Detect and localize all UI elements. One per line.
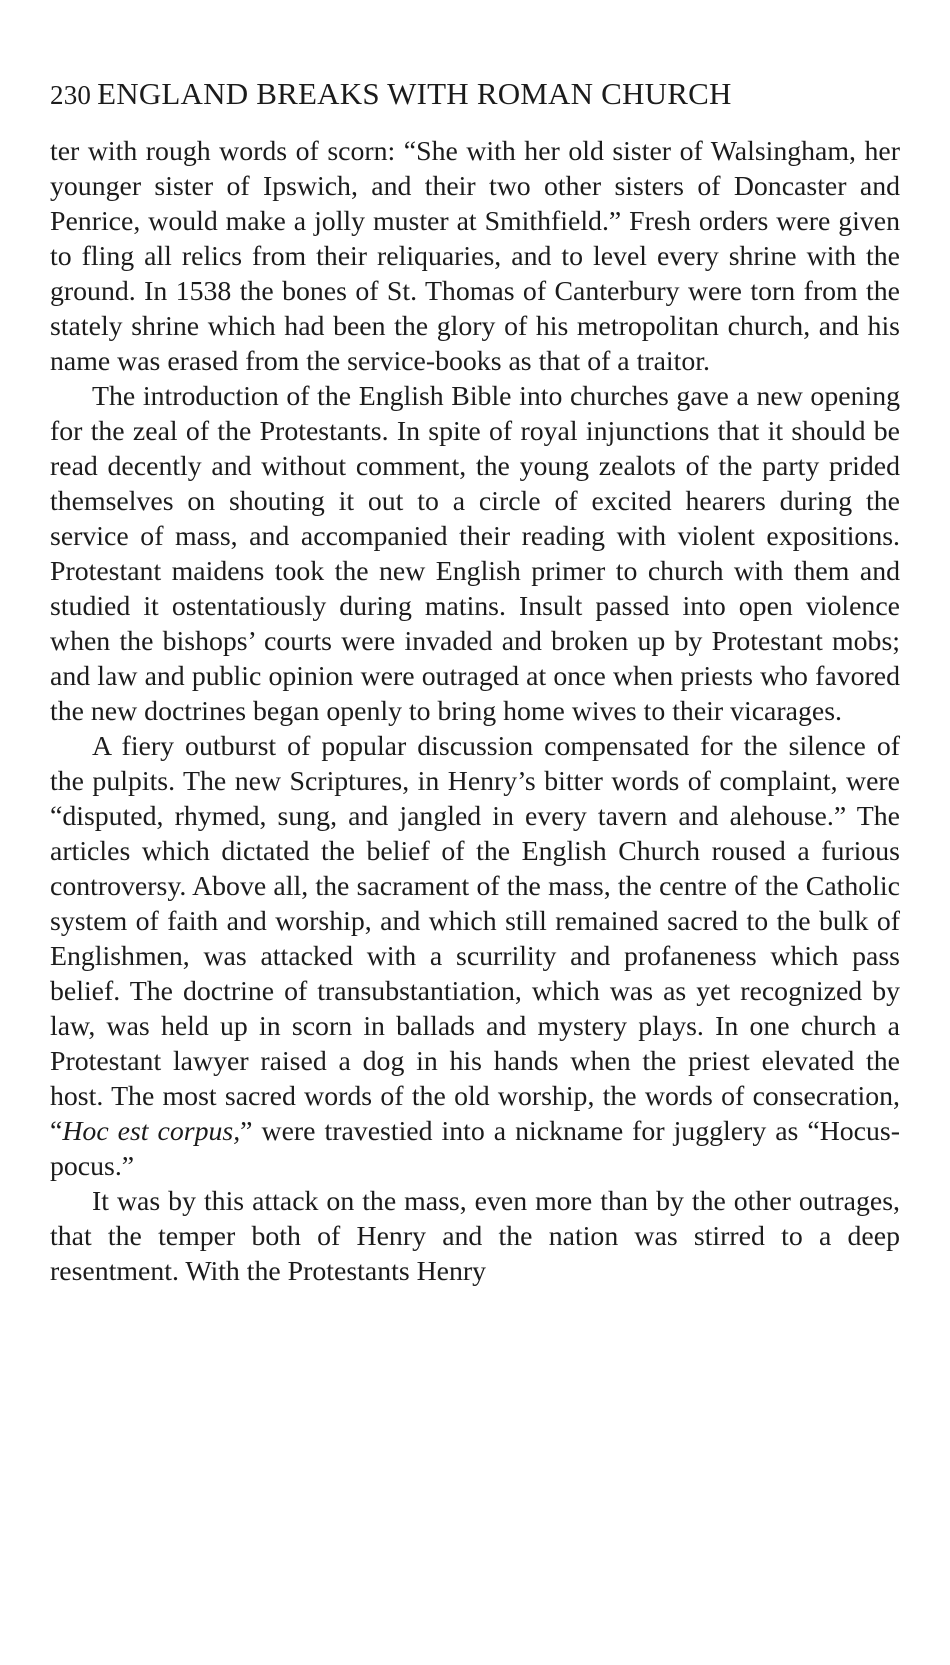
running-title: ENGLAND BREAKS WITH ROMAN CHURCH <box>97 76 732 111</box>
body-text <box>50 134 900 1289</box>
paragraph-4: It was by this attack on the mass, even more than by the other outrages, that the temper both of Henry and the nation was stirred to a deep resentment. With the Protestants Henry <box>50 1186 900 1287</box>
paragraph-3 <box>50 729 900 1184</box>
paragraph-3-text: A fiery outburst of popular discussion compensated for the silence of the pulpits. The new Scriptures, in Henry’s bitter words of complaint, were “disputed, rhymed, sung, and jangled in every tavern and alehouse.” The articles which dictated the belief of the English Church roused a furious controversy. Above all, the sacrament of the mass, the centre of the Catholic system of faith and worship, and which still remained sacred to the bulk of Englishmen, was attacked with a scurrility and profaneness which pass belief. The doctrine of transubstantiation, which was as yet recognized by law, was held up in scorn in ballads and mystery plays. In one church a Protestant lawyer raised a dog in his hands when the priest elevated the host. The most sacred words of the old worship, the words of consecration, <box>50 731 900 1112</box>
paragraph-3-quote-open: “ <box>50 1116 63 1147</box>
paragraph-1: ter with rough words of scorn: “She with her old sister of Walsingham, her younger sister of Ipswich, and their two other sisters of Doncaster and Penrice, would make a jolly muster at Smithfield.” Fresh orders were given to fling all relics from their reliquaries, and to level every shrine with the ground. In 1538 the bones of St. Thomas of Canterbury were torn from the stately shrine which had been the glory of his metropolitan church, and his name was erased from the service-books as that of a traitor. <box>50 136 900 377</box>
paragraph-3-quote-rest: ” were travestied into a nickname for jugglery as “Hocus-pocus.” <box>50 1116 900 1182</box>
latin-phrase: Hoc est corpus, <box>62 1116 241 1147</box>
paragraph-2: The introduction of the English Bible into churches gave a new opening for the zeal of the Protestants. In spite of royal injunctions that it should be read decently and without comment, the young zealots of the party prided themselves on shouting it out to a circle of excited hearers during the service of mass, and accompanied their reading with violent expositions. Protestant maidens took the new English primer to church with them and studied it ostentatiously during matins. Insult passed into open violence when the bishops’ courts were invaded and broken up by Protestant mobs; and law and public opinion were outraged at once when priests who favored the new doctrines began openly to bring home wives to their vicarages. <box>50 381 900 727</box>
page-number: 230 <box>50 80 92 110</box>
running-head <box>50 74 900 115</box>
